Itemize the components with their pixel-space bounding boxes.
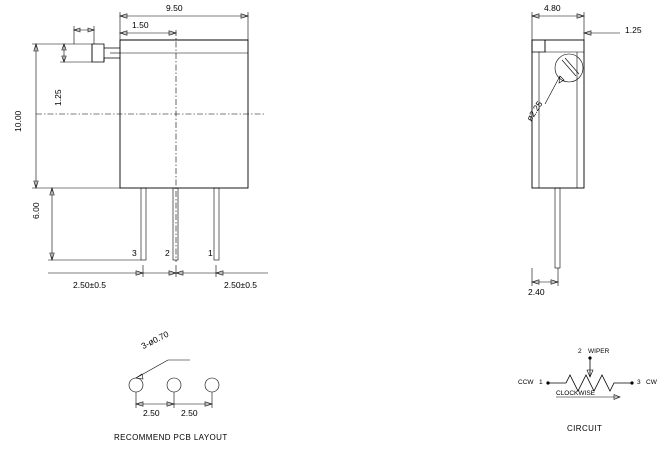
front-pin-3 <box>141 188 146 260</box>
dim-front-tab: 1.25 <box>53 89 63 106</box>
dim-pitch-left: 2.50±0.5 <box>73 280 107 290</box>
pcb-pitch-left: 2.50 <box>143 408 160 418</box>
dim-front-width: 9.50 <box>166 3 183 13</box>
circuit-terminal-3-label: CW <box>646 379 657 386</box>
circuit-caption: CIRCUIT <box>567 424 603 433</box>
dim-side-pin-offset: 2.40 <box>528 287 545 297</box>
dim-front-height: 10.00 <box>13 110 23 132</box>
circuit-rotation-label: CLOCKWISE <box>556 390 596 397</box>
pin-label-1: 1 <box>208 248 213 258</box>
dim-front-pin-length: 6.00 <box>31 202 41 219</box>
pcb-hole-3 <box>205 378 219 392</box>
front-pin-2 <box>173 188 178 260</box>
terminal-2-dot <box>588 356 591 359</box>
circuit-terminal-2-number: 2 <box>578 348 582 355</box>
pcb-layout-caption: RECOMMEND PCB LAYOUT <box>114 433 228 442</box>
side-pin <box>555 188 560 268</box>
pcb-hole-1 <box>129 378 143 392</box>
pin-label-2: 2 <box>165 248 170 258</box>
dim-screw-diameter: ø2.25 <box>524 99 545 123</box>
pcb-hole-2 <box>167 378 181 392</box>
pin-label-3: 3 <box>132 248 137 258</box>
circuit-terminal-1-number: 1 <box>539 379 543 386</box>
pcb-hole-note: 3-ø0.70 <box>139 328 171 352</box>
dim-pitch-right: 2.50±0.5 <box>224 280 258 290</box>
circuit-terminal-3-number: 3 <box>637 379 641 386</box>
dim-side-slot: 1.25 <box>625 25 642 35</box>
side-body-outline <box>532 40 584 188</box>
dim-side-width: 4.80 <box>544 3 561 13</box>
dim-front-inner: 1.50 <box>132 20 149 30</box>
circuit-terminal-2-label: WIPER <box>588 348 610 355</box>
front-pin-1 <box>214 188 219 260</box>
circuit-terminal-1-label: CCW <box>518 379 534 386</box>
terminal-3-dot <box>630 381 633 384</box>
terminal-1-dot <box>546 381 549 384</box>
pcb-pitch-right: 2.50 <box>181 408 198 418</box>
